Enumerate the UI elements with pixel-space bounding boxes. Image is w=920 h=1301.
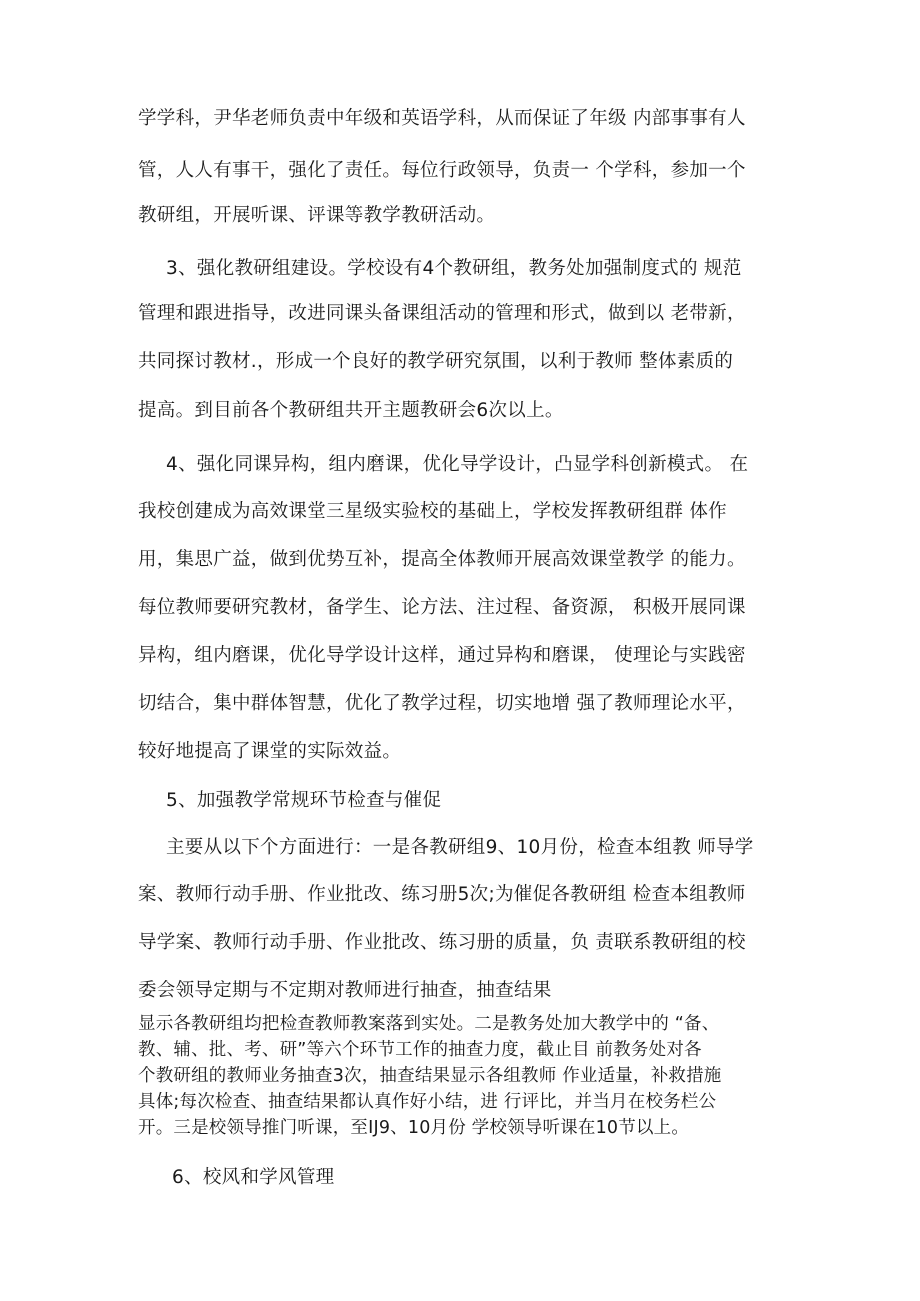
text-line: 案、教师行动手册、作业批改、练习册5次;为催促各教研组 检查本组教师	[138, 884, 746, 905]
dense-paragraph	[138, 1011, 818, 1141]
text-line: 开。三是校领导推门听课，至IJ9、10月份 学校领导听课在10节以上。	[138, 1118, 690, 1138]
text-line: 个教研组的教师业务抽查3次，抽查结果显示各组教师 作业适量，补救措施	[138, 1066, 722, 1086]
text-line: 具体;每次检查、抽查结果都认真作好小结，进 行评比，并当月在校务栏公	[138, 1092, 717, 1112]
text-line: 切结合，集中群体智慧，优化了教学过程，切实地增 强了教师理论水平，	[138, 693, 746, 714]
text-line: 教研组，开展听课、评课等教学教研活动。	[138, 205, 496, 226]
text-line: 学学科，尹华老师负责中年级和英语学科，从而保证了年级 内部事事有人	[138, 108, 746, 129]
text-line: 教、辅、批、考、研”等六个环节工作的抽查力度，截止目 前教务处对各	[138, 1040, 702, 1060]
text-line: 导学案、教师行动手册、作业批改、练习册的质量，负 责联系教研组的校	[138, 932, 746, 953]
text-line: 用，集思广益，做到优势互补，提高全体教师开展高效课堂教学 的能力。	[138, 549, 746, 570]
text-line: 共同探讨教材.，形成一个良好的教学研究氛围，以利于教师 整体素质的	[138, 351, 734, 372]
section-3-heading-line: 3、强化教研组建设。学校设有4个教研组，教务处加强制度式的 规范	[166, 258, 742, 279]
section-4-heading-line: 4、强化同课异构，组内磨课，优化导学设计，凸显学科创新模式。 在	[166, 454, 749, 475]
text-line: 较好地提高了课堂的实际效益。	[138, 741, 402, 762]
text-line: 管，人人有事干，强化了责任。每位行政领导，负责一 个学科，参加一个	[138, 160, 746, 181]
text-line: 管理和跟进指导，改进同课头备课组活动的管理和形式，做到以 老带新，	[138, 303, 746, 324]
text-line: 提高。到目前各个教研组共开主题教研会6次以上。	[138, 400, 564, 421]
section-5-heading: 5、加强教学常规环节检查与催促	[166, 790, 442, 811]
section-6-heading: 6、校风和学风管理	[172, 1167, 335, 1188]
text-line: 异构，组内磨课，优化导学设计这样，通过异构和磨课， 使理论与实践密	[138, 645, 746, 666]
text-line: 我校创建成为高效课堂三星级实验校的基础上，学校发挥教研组群 体作	[138, 501, 727, 522]
text-line: 每位教师要研究教材，备学生、论方法、注过程、备资源， 积极开展同课	[138, 597, 746, 618]
text-line: 显示各教研组均把检查教师教案落到实处。二是教务处加大教学中的 “备、	[138, 1014, 720, 1034]
text-line: 委会领导定期与不定期对教师进行抽查，抽查结果	[138, 980, 552, 1001]
text-line: 主要从以下个方面进行：一是各教研组9、10月份，检查本组教 师导学	[166, 837, 754, 858]
